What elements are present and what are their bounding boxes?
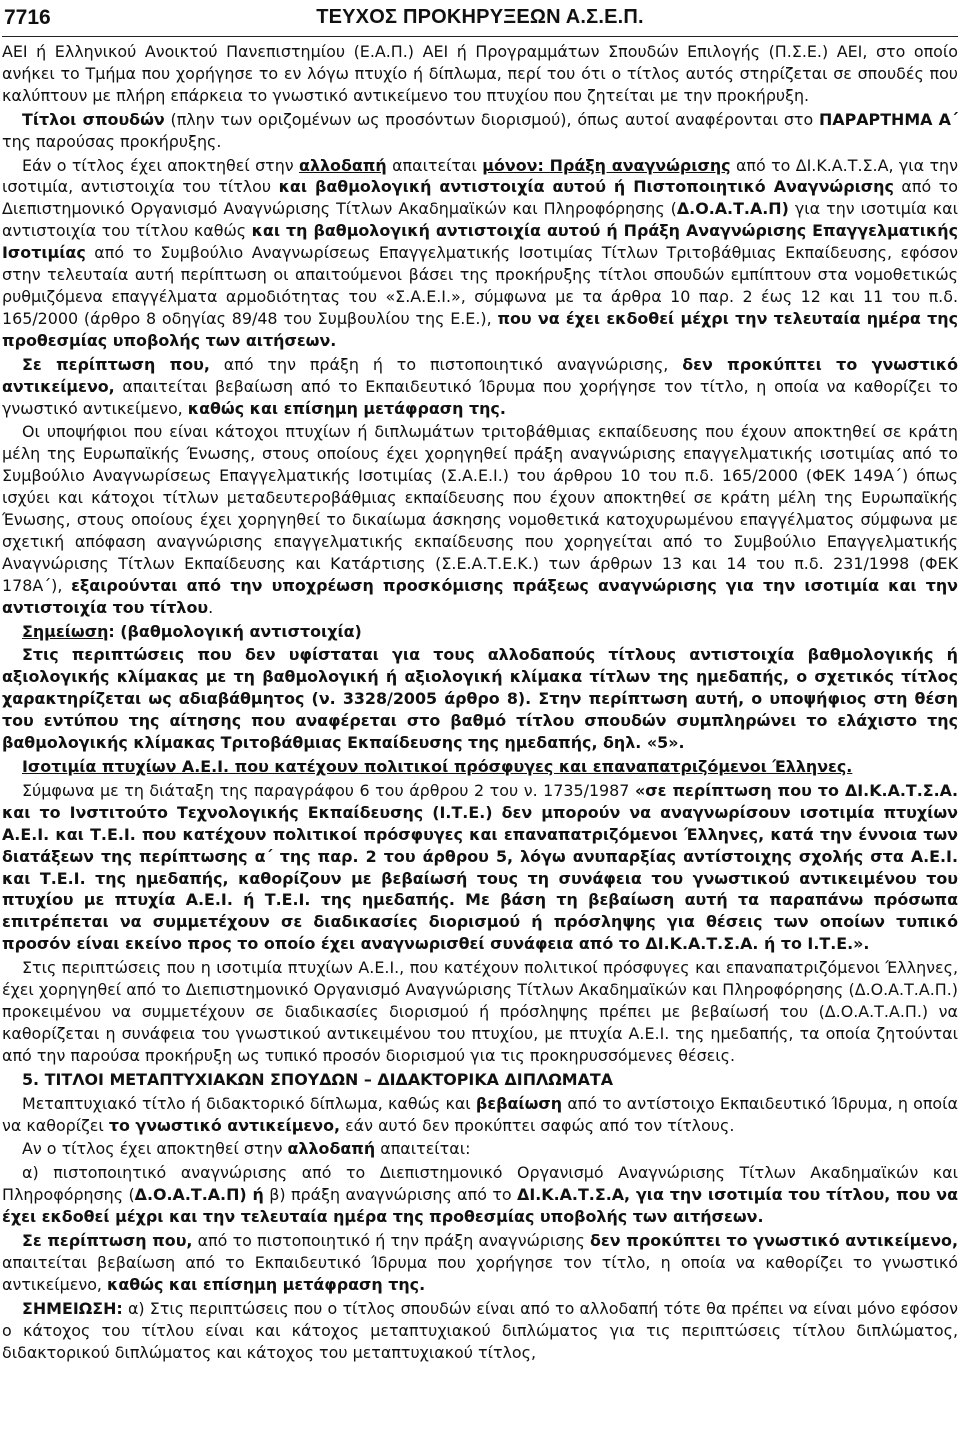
bold-text: [22, 622, 108, 641]
bold-text: : (βαθμολογική αντιστοιχία): [108, 621, 362, 641]
bold-text: Σε περίπτωση που,: [22, 354, 210, 374]
para-simeiosi-heading: [2, 621, 958, 643]
text-run: απαιτείται:: [375, 1139, 471, 1159]
bold-text: Δ.Ο.Α.Τ.Α.Π) ή: [134, 1185, 264, 1205]
para-periptosi-2: [2, 1230, 958, 1296]
para-titloi-spoudon: [2, 109, 958, 153]
bold-text: αλλοδαπή: [287, 1139, 376, 1159]
bold-text: εξαιρούνται από την υποχρέωση προσκόμισης πράξεως αναγνώρισης για την ισοτιμία και την αντιστοιχία του τίτλου: [2, 575, 958, 617]
para-aei-intro: [2, 41, 958, 107]
para-doatap-isotimia: [2, 957, 958, 1067]
text-run: για την ισοτιμία και αντιστοιχία του τίτλου καθώς: [2, 199, 958, 241]
underlined-text: μόνον: Πράξη αναγνώρισης: [482, 155, 731, 175]
para-simeiosi-2: [2, 1298, 958, 1364]
underlined-text: Σημείωση: [22, 621, 109, 641]
bold-text: Στις περιπτώσεις που δεν υφίσταται για τους αλλοδαπούς τίτλους αντιστοιχία βαθμολογικής ή αξιολογικής κλίμακας με τη βαθμολογική ή αξιολογική κλίμακα τίτλων της ημεδαπής, ο σχετικός τίτλος χαρακτηρίζεται ως αδιαβάθμητος (ν. 3328/2005 άρθρο 8). Στην περίπτωση αυτή, ο υποψήφιος στη θέση του εντύπου της αίτησης που αναφέρεται στο βαθμό τίτλου σπουδών συμπληρώνει το ελάχιστο της βαθμολογικής κλίμακας Τριτοβάθμιας Εκπαίδευσης της ημεδαπής, δηλ. «5».: [2, 645, 958, 753]
text-run: β) πράξη αναγνώρισης από το: [263, 1185, 518, 1205]
bold-text: Σε περίπτωση που,: [22, 1231, 193, 1251]
bold-text: ΣΗΜΕΙΩΣΗ:: [22, 1298, 123, 1318]
para-periptosi-1: [2, 354, 958, 420]
para-metaptyxiako: [2, 1093, 958, 1137]
bold-text: «σε περίπτωση που το ΔΙ.Κ.Α.Τ.Σ.Α. και το Ινστιτούτο Τεχνολογικής Εκπαίδευσης (Ι.Τ.Ε.) δεν μπορούν να αναγνωρίσουν ισοτιμία πτυχίων Α.Ε.Ι. και Τ.Ε.Ι. που κατέχουν πολιτικοί πρόσφυγες και επαναπατριζόμενοι Έλληνες, κατά την έννοια των διατάξεων της περίπτωσης α΄ της παρ. 2 του άρθρου 5, λόγω ανυπαρξίας αντίστοιχης σχολής στα Α.Ε.Ι. και Τ.Ε.Ι. της ημεδαπής, καθορίζουν με βεβαίωσή τους τη συνάφεια του γνωστικού αντικειμένου του πτυχίου με πτυχία Α.Ε.Ι. ή Τ.Ε.Ι. της ημεδαπής. Με βάση τη βεβαίωση αυτή τα παραπάνω πρόσωπα επιτρέπεται να συμμετέχουν σε διαδικασίες διορισμού ή πρόσληψης για θέσεις των οποίων τυπικό προσόν είναι εκείνο προς το οποίο έχει αναγνωρισθεί συνάφεια από το ΔΙ.Κ.Α.Τ.Σ.Α. ή το Ι.Τ.Ε.».: [2, 780, 959, 954]
para-isotimia-body: [2, 780, 958, 955]
text-run: από το αντίστοιχο Εκπαιδευτικό Ίδρυμα, η οποία να καθορίζει: [2, 1093, 958, 1135]
text-run: Στις περιπτώσεις που η ισοτιμία πτυχίων Α.Ε.Ι., που κατέχουν πολιτικοί πρόσφυγες και επαναπατριζόμενοι Έλληνες, έχει χορηγηθεί από το Διεπιστημονικό Οργανισμό Αναγνώρισης Τίτλων Ακαδημαϊκών και Πληροφόρησης (Δ.Ο.Α.Τ.Α.Π.) προκειμένου να συμμετέχουν σε διαδικασίες διορισμού ή πρόσληψης πρέπει με βεβαίωσή του (Δ.Ο.Α.Τ.Α.Π.) να καθορίζεται η συνάφεια του γνωστικού αντικειμένου του πτυχίου, με πτυχία Α.Ε.Ι. της ημεδαπής, τα οποία ζητούνται από την παρούσα προκήρυξη ως τυπικό προσόν διορισμού για τις προκηρυσσόμενες θέσεις.: [2, 958, 958, 1065]
page-header: [2, 0, 958, 37]
bold-text: 5. ΤΙΤΛΟΙ ΜΕΤΑΠΤΥΧΙΑΚΩΝ ΣΠΟΥΔΩΝ – ΔΙΔΑΚΤΟΡΙΚΑ ΔΙΠΛΩΜΑΤΑ: [22, 1069, 614, 1089]
text-run: Εάν ο τίτλος έχει αποκτηθεί στην: [22, 155, 300, 175]
text-run: απαιτείται βεβαίωση από το Εκπαιδευτικό Ίδρυμα που χορήγησε τον τίτλο, η οποία να καθορίζει το γνωστικό αντικείμενο,: [2, 1252, 958, 1294]
text-run: α) πιστοποιητικό αναγνώρισης από το Διεπιστημονικό Οργανισμό Αναγνώρισης Τίτλων Ακαδημαϊκών και Πληροφόρησης (: [2, 1163, 958, 1205]
text-run: Οι υποψήφιοι που είναι κάτοχοι πτυχίων ή διπλωμάτων τριτοβάθμιας εκπαίδευσης που έχουν αποκτηθεί σε κράτη μέλη της Ευρωπαϊκής Ένωσης, στους οποίους έχει χορηγηθεί πράξη αναγνώρισης επαγγελματικής ισοτιμίας από το Συμβούλιο Αναγνωρίσεως Επαγγελματικής Ισοτιμίας (Σ.Α.Ε.Ι.) του άρθρου 10 του π.δ. 165/2000 (ΦΕΚ 149Α΄) όπως ισχύει και κάτοχοι τίτλων μεταδευτεροβάθμιας εκπαίδευσης που έχουν αποκτηθεί σε κράτη μέλη της Ευρωπαϊκής Ένωσης, στους οποίους έχει χορηγηθεί το δικαίωμα άσκησης νομοθετικά κατοχυρωμένου επαγγέλματος σύμφωνα με σχετική απόφαση αναγνώρισης επαγγελματικής εκπαίδευσης που χορηγείται από το Συμβούλιο Επαγγελματικής Αναγνώρισης Τίτλων Εκπαίδευσης και Κατάρτισης (Σ.Ε.Α.Τ.Ε.Κ.) των άρθρων 13 και 14 του π.δ. 231/1998 (ΦΕΚ 178Α΄),: [2, 422, 958, 595]
bold-text: και τη βαθμολογική αντιστοιχία αυτού ή Πράξη Αναγνώρισης Επαγγελματικής Ισοτιμίας: [2, 221, 958, 263]
text-run: απαιτείται: [386, 155, 483, 175]
bold-text: το γνωστικό αντικείμενο,: [108, 1115, 341, 1135]
text-run: εάν αυτό δεν προκύπτει σαφώς από τον τίτλους.: [340, 1115, 735, 1135]
para-simeiosi-body: [2, 644, 958, 754]
underlined-text: Ισοτιμία πτυχίων Α.Ε.Ι. που κατέχουν πολιτικοί πρόσφυγες και επαναπατριζόμενοι Έλληνες.: [22, 757, 853, 776]
section-heading-5: [2, 1069, 958, 1091]
bold-text: Δ.Ο.Α.Τ.Α.Π): [676, 199, 789, 219]
bold-text: βεβαίωση: [475, 1093, 563, 1113]
text-run: της παρούσας προκήρυξης.: [2, 131, 222, 151]
para-isotimia-heading: [2, 756, 958, 778]
bold-text: [482, 156, 730, 175]
text-run: απαιτείται βεβαίωση από το Εκπαιδευτικό Ίδρυμα που χορήγησε τον τίτλο, η οποία να καθορίζει το γνωστικό αντικείμενο,: [2, 376, 958, 418]
text-run: Αν ο τίτλος έχει αποκτηθεί στην: [22, 1139, 288, 1159]
bold-text: ΔΙ.Κ.Α.Τ.Σ.Α, για την ισοτιμία του τίτλου, που να έχει εκδοθεί μέχρι και την τελευταία ημέρα της προθεσμίας υποβολής των αιτήσεων.: [2, 1185, 958, 1227]
text-run: (πλην των οριζομένων ως προσόντων διορισμού), όπως αυτοί αναφέρονται στο: [164, 109, 819, 129]
bold-text: [299, 156, 387, 175]
bold-text: καθώς και επίσημη μετάφραση της.: [187, 398, 506, 418]
text-run: Μεταπτυχιακό τίτλο ή διδακτορικό δίπλωμα, καθώς και: [22, 1093, 476, 1113]
text-run: από το Συμβούλιο Αναγνωρίσεως Επαγγελματικής Ισοτιμίας Τίτλων Τριτοβάθμιας Εκπαίδευσης, εφόσον στην τελευταία αυτή περίπτωση οι απαιτούμενοι βάσει της προκήρυξης τίτλοι σπουδών εμπίπτουν στα νομοθετικώς ρυθμιζόμενα επαγγέλματα αρμοδιότητας του «Σ.Α.Ε.Ι.», σύμφωνα με τα άρθρα 10 παρ. 2 έως 12 και 11 του π.δ. 165/2000 (άρθρο 8 οδηγίας 89/48 του Συμβουλίου της Ε.Ε.),: [2, 243, 958, 328]
bold-text: καθώς και επίσημη μετάφραση της.: [107, 1274, 426, 1294]
text-run: α) Στις περιπτώσεις που ο τίτλος σπουδών είναι από το αλλοδαπή τότε θα πρέπει να είναι μόνο εφόσον ο κάτοχος του τίτλου είναι και κάτοχος μεταπτυχιακού διπλώματος για τις περιπτώσεις τίτλου διπλώματος, διδακτορικού διπλώματος και κάτοχος του μεταπτυχιακού τίτλος,: [2, 1298, 958, 1362]
text-run: Σύμφωνα με τη διάταξη της παραγράφου 6 του άρθρου 2 του ν. 1735/1987: [22, 780, 635, 800]
bold-text: δεν προκύπτει το γνωστικό αντικείμενο,: [590, 1231, 958, 1251]
bold-text: που να έχει εκδοθεί μέχρι την τελευταία ημέρα της προθεσμίας υποβολής των αιτήσεων.: [2, 308, 958, 350]
text-run: ΑΕΙ ή Ελληνικού Ανοικτού Πανεπιστημίου (Ε.Α.Π.) ΑΕΙ ή Προγραμμάτων Σπουδών Επιλογής (Π.Σ.Ε.) ΑΕΙ, στο οποίο ανήκει το Τμήμα που χορήγησε το εν λόγω πτυχίο ή δίπλωμα, περί του ότι ο τίτλος αυτός στηρίζεται σε σπουδές που καλύπτουν με πλήρη επάρκεια το γνωστικό αντικείμενο του πτυχίου που ζητείται με την προκήρυξη.: [2, 42, 958, 105]
para-allodapi-2-options: [2, 1162, 958, 1228]
bold-text: και βαθμολογική αντιστοιχία αυτού ή Πιστοποιητικό Αναγνώρισης: [278, 177, 894, 197]
bold-text: ΠΑΡΑΡΤΗΜΑ Α΄: [819, 109, 958, 129]
page-number: 7716: [4, 6, 51, 29]
para-allodapi-2: [2, 1138, 958, 1160]
text-run: .: [208, 597, 214, 617]
bold-text: δεν προκύπτει το γνωστικό αντικείμενο,: [2, 354, 958, 396]
issue-title: ΤΕΥΧΟΣ ΠΡΟΚΗΡΥΞΕΩΝ Α.Σ.Ε.Π.: [316, 6, 644, 28]
bold-text: Τίτλοι σπουδών: [22, 109, 165, 129]
text-run: από την πράξη ή το πιστοποιητικό αναγνώρισης,: [209, 354, 683, 374]
text-run: από το ΔΙ.Κ.Α.Τ.Σ.Α, για την ισοτιμία, αντιστοιχία του τίτλου: [2, 155, 958, 197]
para-allodapi: [2, 155, 958, 352]
text-run: από το πιστοποιητικό ή την πράξη αναγνώρισης: [192, 1231, 590, 1251]
document-body: [2, 41, 958, 1363]
para-ee-katoxoi: [2, 421, 958, 618]
text-run: από το Διεπιστημονικό Οργανισμό Αναγνώρισης Τίτλων Ακαδημαϊκών και Πληροφόρησης (: [2, 177, 958, 219]
underlined-text: αλλοδαπή: [299, 155, 387, 175]
bold-text: [22, 757, 852, 776]
